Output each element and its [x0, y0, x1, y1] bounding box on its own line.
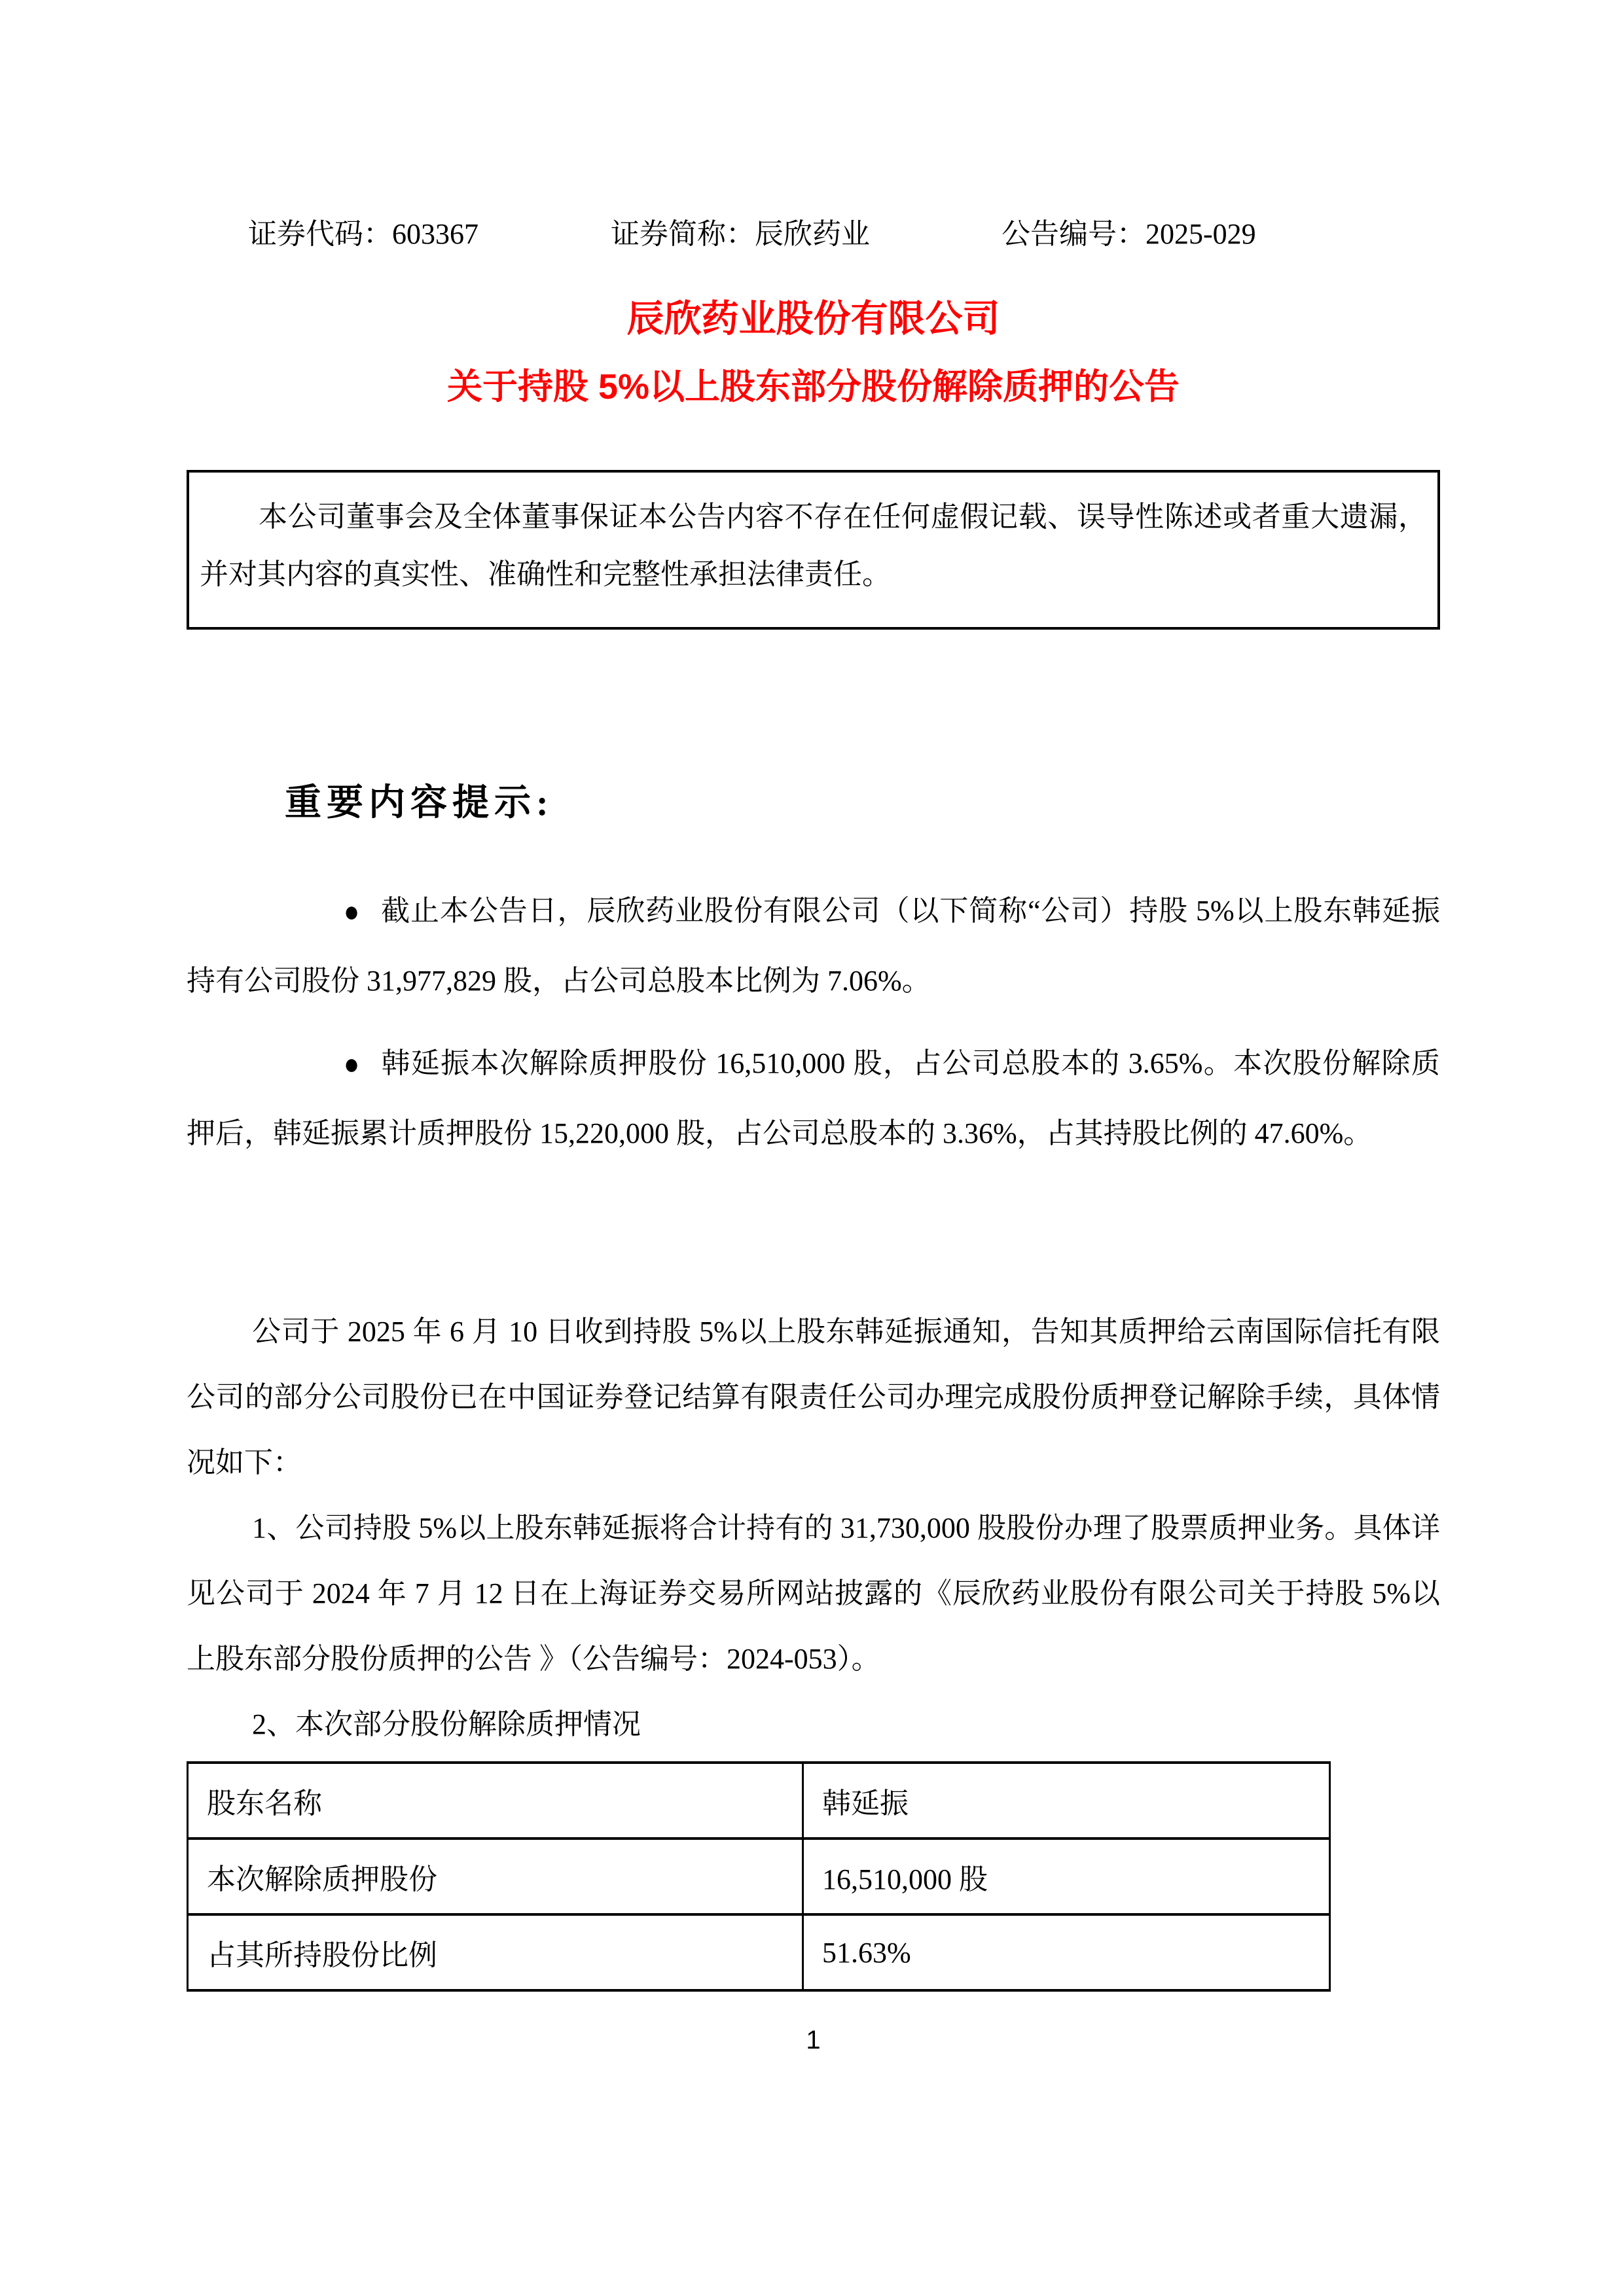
row-value: 16,510,000 股	[803, 1839, 1330, 1914]
table-row	[188, 1839, 1330, 1914]
row-label: 股东名称	[188, 1763, 803, 1839]
announcement-no: 公告编号：2025-029	[1001, 218, 1256, 250]
table-row	[188, 1763, 1330, 1839]
pledge-table	[187, 1761, 1331, 1992]
document-content	[187, 216, 1440, 2056]
doc-header	[187, 216, 1440, 253]
bullet-text: 韩延振本次解除质押股份 16,510,000 股，占公司总股本的 3.65%。本次股份解除质押后，韩延振累计质押股份 15,220,000 股，占公司总股本的 3.36%，占其持股比例的 47.60%。	[187, 1047, 1440, 1149]
company-title: 辰欣药业股份有限公司	[626, 298, 1000, 340]
bullet-icon: ●	[344, 1047, 360, 1081]
announcement-subject-title: 关于持股 5%以上股东部分股份解除质押的公告	[446, 367, 1180, 406]
row-label: 本次解除质押股份	[188, 1839, 803, 1914]
stock-code: 证券代码：603367	[248, 218, 478, 250]
bullet-text: 截止本公告日，辰欣药业股份有限公司（以下简称“公司）持股 5%以上股东韩延振持有公司股份 31,977,829 股，占公司总股本比例为 7.06%。	[187, 895, 1440, 997]
row-value: 韩延振	[803, 1763, 1330, 1839]
body-paragraph: 1、公司持股 5%以上股东韩延振将合计持有的 31,730,000 股股份办理了股票质押业务。具体详见公司于 2024 年 7 月 12 日在上海证券交易所网站披露的《辰欣药业股份有限公司关于持股 5%以上股东部分股份质押的公告 》（公告编号：2024-053）。	[187, 1512, 1440, 1675]
bullet-item	[187, 876, 1440, 1016]
body-paragraph: 2、本次部分股份解除质押情况	[252, 1708, 641, 1740]
page-number: 1	[806, 2026, 821, 2054]
row-value: 51.63%	[803, 1914, 1330, 1990]
row-label: 占其所持股份比例	[188, 1914, 803, 1990]
body-paragraph: 公司于 2025 年 6 月 10 日收到持股 5%以上股东韩延振通知，告知其质押给云南国际信托有限公司的部分公司股份已在中国证券登记结算有限责任公司办理完成股份质押登记解除手续，具体情况如下：	[187, 1316, 1440, 1479]
stock-abbr: 证券简称：辰欣药业	[611, 218, 870, 250]
bullet-item	[187, 1029, 1440, 1168]
important-heading: 重要内容提示:	[285, 783, 554, 823]
table-row	[188, 1914, 1330, 1990]
disclaimer-text: 本公司董事会及全体董事保证本公告内容不存在任何虚假记载、误导性陈述或者重大遗漏，并对其内容的真实性、准确性和完整性承担法律责任。	[200, 501, 1427, 590]
bullet-icon: ●	[344, 894, 360, 929]
disclaimer-box	[187, 470, 1440, 630]
